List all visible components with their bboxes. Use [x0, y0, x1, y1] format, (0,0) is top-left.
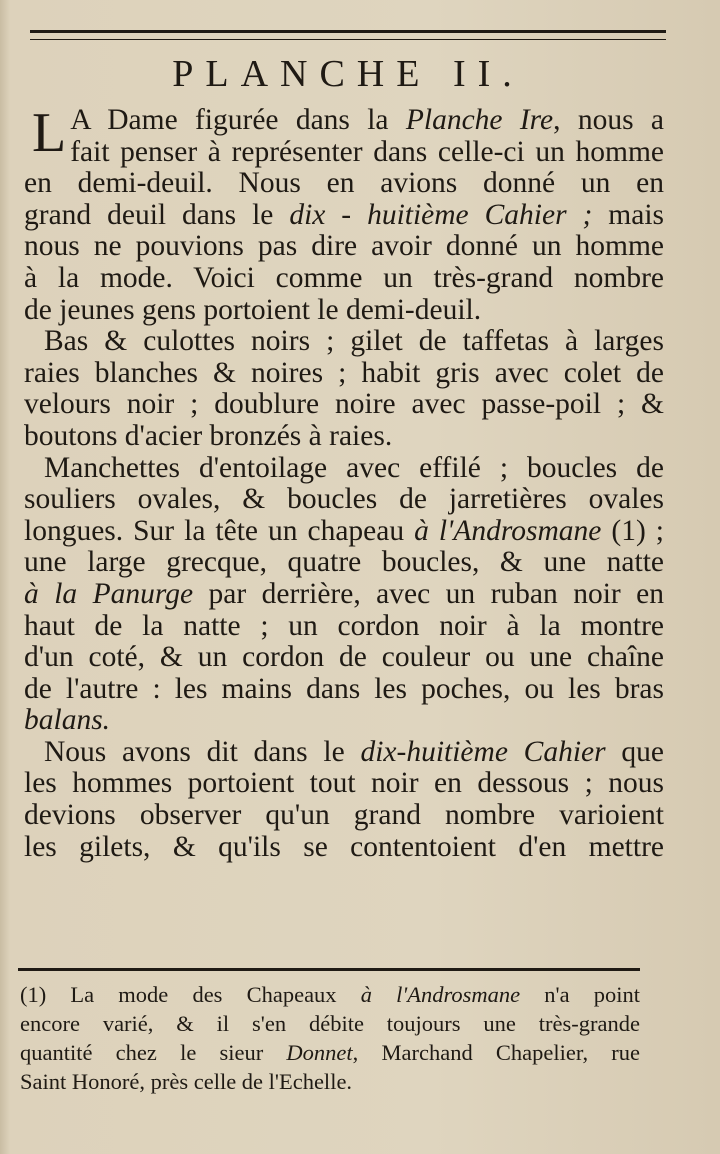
paragraph-1	[24, 102, 664, 326]
header-rule-thin	[30, 39, 666, 40]
text-line: de l'autre : les mains dans les poches, ou les bras	[24, 672, 664, 705]
text-line: Nous avons dit dans le dix-huitième Cahier que	[44, 735, 665, 768]
paragraph-3	[24, 453, 664, 737]
text-line: boutons d'acier bronzés à raies.	[24, 419, 393, 452]
text-line: haut de la natte ; un cordon noir à la montre	[24, 609, 664, 642]
text-line: devions observer qu'un grand nombre varioient	[24, 799, 664, 832]
text-line: A Dame figurée dans la Planche Ire, nous a	[70, 104, 664, 136]
text-line: de jeunes gens portoient le demi-deuil.	[24, 293, 482, 326]
text-line: d'un coté, & un cordon de couleur ou une chaîne	[24, 641, 664, 674]
text-line: en demi-deuil. Nous en avions donné un en	[24, 167, 664, 200]
text-line: raies blanches & noires ; habit gris avec colet de	[24, 356, 664, 389]
page-title: PLANCHE II.	[172, 53, 524, 95]
paragraph-2	[24, 326, 664, 452]
footnote	[20, 980, 640, 1096]
text-line: une large grecque, quatre boucles, & une natte	[24, 546, 664, 579]
text-line: Manchettes d'entoilage avec effilé ; boucles de	[44, 451, 664, 484]
text-line: velours noir ; doublure noire avec passe-poil ; &	[24, 388, 664, 421]
body-text	[24, 102, 665, 863]
footnote-line: Saint Honoré, près celle de l'Echelle.	[20, 1069, 353, 1094]
drop-cap: L	[32, 102, 67, 164]
paragraph-4	[24, 737, 664, 863]
text-line: les hommes portoient tout noir en dessous ; nous	[24, 767, 664, 800]
footnote-rule	[18, 968, 640, 971]
footnote-line: encore varié, & il s'en débite toujours une très-grande	[20, 1011, 640, 1036]
text-line: à la Panurge par derrière, avec un ruban noir en	[24, 577, 664, 610]
text-line: grand deuil dans le dix - huitième Cahier ; mais	[24, 198, 664, 231]
footnote-line: quantité chez le sieur Donnet, Marchand Chapelier, rue	[20, 1040, 640, 1065]
text-line: Bas & culottes noirs ; gilet de taffetas à larges	[44, 325, 664, 358]
footnote-line: (1) La mode des Chapeaux à l'Androsmane n'a point	[20, 982, 640, 1007]
text-line: les gilets, & qu'ils se contentoient d'en mettre	[24, 830, 664, 863]
text-line: souliers ovales, & boucles de jarretières ovales	[24, 483, 664, 516]
text-line: longues. Sur la tête un chapeau à l'Androsmane (1) ;	[24, 514, 664, 547]
header-rule-thick	[30, 30, 666, 33]
text-line: nous ne pouvions pas dire avoir donné un homme	[24, 230, 664, 263]
text-line: à la mode. Voici comme un très-grand nombre	[24, 261, 664, 294]
text-line: fait penser à représenter dans celle-ci un homme	[70, 135, 664, 168]
text-line: balans.	[24, 704, 111, 737]
